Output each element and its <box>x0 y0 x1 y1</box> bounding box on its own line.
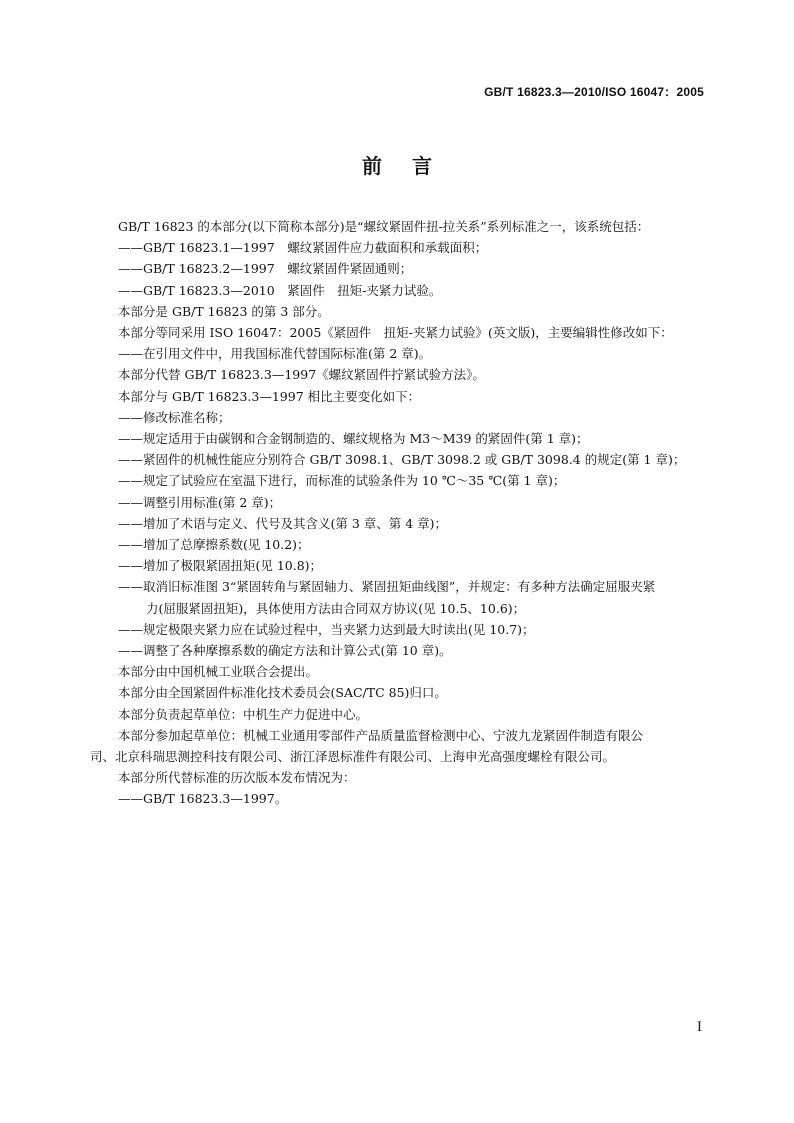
list-item: ——增加了术语与定义、代号及其含义(第 3 章、第 4 章)； <box>118 515 448 531</box>
list-item: ——GB/T 16823.1—1997 螺纹紧固件应力截面积和承载面积； <box>118 240 488 256</box>
paragraph-line: 本部分所代替标准的历次版本发布情况为： <box>118 770 356 786</box>
list-item: ——修改标准名称； <box>118 409 231 425</box>
list-item: ——规定适用于由碳钢和合金钢制造的、螺纹规格为 M3～M39 的紧固件(第 1 章)； <box>118 431 589 447</box>
list-item: ——GB/T 16823.3—2010 紧固件 扭矩-夹紧力试验。 <box>118 282 442 298</box>
paragraph-line: GB/T 16823 的本部分(以下简称本部分)是“螺纹紧固件扭-拉关系”系列标准之一，该系统包括： <box>118 219 650 234</box>
paragraph-line: 本部分与 GB/T 16823.3—1997 相比主要变化如下： <box>118 388 421 404</box>
list-item-continuation: 力(屈服紧固扭矩)，具体使用方法由合同双方协议(见 10.5、10.6)； <box>146 600 526 616</box>
list-item: ——增加了极限紧固扭矩(见 10.8)； <box>118 558 323 574</box>
list-item: ——规定了试验应在室温下进行，而标准的试验条件为 10 ℃～35 ℃(第 1 章)； <box>118 473 566 489</box>
list-item: ——GB/T 16823.3—1997。 <box>118 791 288 807</box>
paragraph-line: 本部分负责起草单位：中机生产力促进中心。 <box>118 706 369 722</box>
foreword-body <box>90 216 706 810</box>
paragraph-line: 本部分等同采用 ISO 16047：2005《紧固件 扭矩-夹紧力试验》(英文版)，主要编辑性修改如下： <box>118 325 673 341</box>
list-item: ——GB/T 16823.2—1997 螺纹紧固件紧固通则； <box>118 261 413 277</box>
paragraph-line: 本部分是 GB/T 16823 的第 3 部分。 <box>118 303 330 319</box>
list-item: ——规定极限夹紧力应在试验过程中，当夹紧力达到最大时读出(见 10.7)； <box>118 621 535 637</box>
paragraph-line: 本部分由中国机械工业联合会提出。 <box>118 664 319 680</box>
page-title: 前言 <box>362 154 462 178</box>
list-item: ——紧固件的机械性能应分别符合 GB/T 3098.1、GB/T 3098.2 或 GB/T 3098.4 的规定(第 1 章)； <box>118 452 686 468</box>
list-item: ——增加了总摩擦系数(见 10.2)； <box>118 537 310 553</box>
paragraph-line-continuation: 司、北京科瑞思测控科技有限公司、浙江泽恩标准件有限公司、上海申光高强度螺栓有限公司。 <box>90 749 616 765</box>
paragraph-line: 本部分由全国紧固件标准化技术委员会(SAC/TC 85)归口。 <box>118 685 447 701</box>
list-item: ——取消旧标准图 3“紧固转角与紧固轴力、紧固扭矩曲线图”，并规定：有多种方法确定屈服夹紧 <box>118 579 656 595</box>
paragraph-line: 本部分代替 GB/T 16823.3—1997《螺纹紧固件拧紧试验方法》。 <box>118 367 485 383</box>
paragraph-line: 本部分参加起草单位：机械工业通用零部件产品质量监督检测中心、宁波九龙紧固件制造有限公 <box>118 727 644 743</box>
list-item: ——调整引用标准(第 2 章)； <box>118 494 282 510</box>
standard-code-header: GB/T 16823.3—2010/ISO 16047：2005 <box>484 85 704 99</box>
page-number: I <box>696 1020 702 1035</box>
list-item: ——调整了各种摩擦系数的确定方法和计算公式(第 10 章)。 <box>118 643 452 659</box>
list-item: ——在引用文件中，用我国标准代替国际标准(第 2 章)。 <box>118 346 432 362</box>
